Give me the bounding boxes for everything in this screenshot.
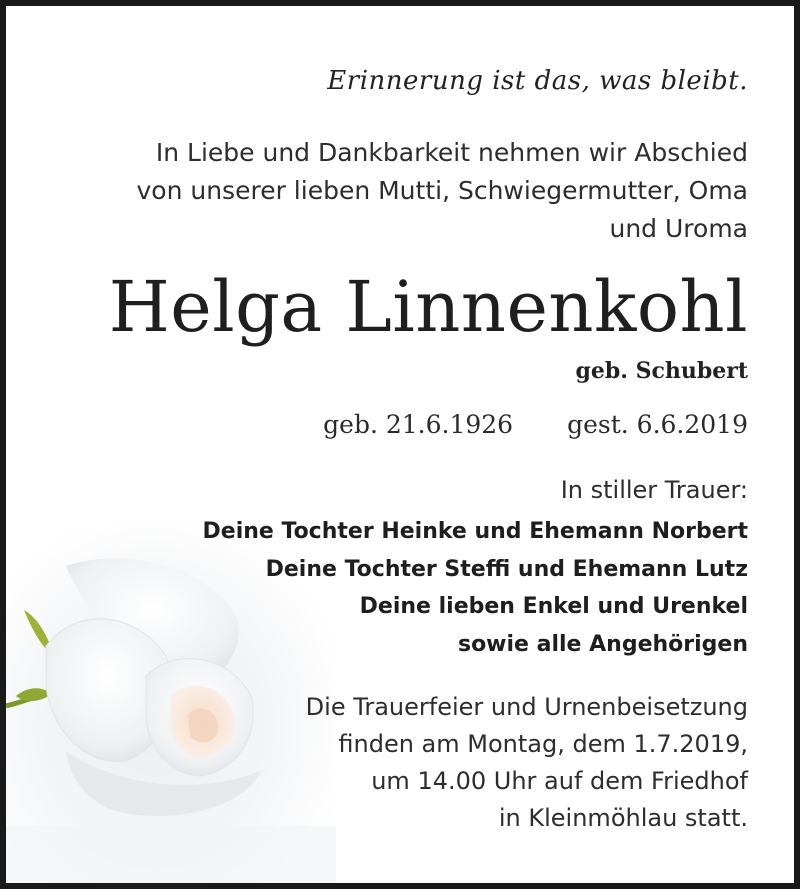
life-dates xyxy=(323,410,748,439)
death-date: gest. 6.6.2019 xyxy=(567,410,748,439)
birth-date: geb. 21.6.1926 xyxy=(323,410,514,439)
ceremony-line: finden am Montag, dem 1.7.2019, xyxy=(338,730,748,758)
mourner: Deine lieben Enkel und Urenkel xyxy=(359,594,748,619)
ceremony-line: Die Trauerfeier und Urnenbeisetzung xyxy=(305,693,748,721)
deceased-name: Helga Linnenkohl xyxy=(108,266,748,348)
ceremony-details xyxy=(306,689,748,837)
mourners-list xyxy=(203,513,748,663)
mourner: sowie alle Angehörigen xyxy=(457,631,748,657)
birth-name: geb. Schubert xyxy=(575,358,748,384)
motto: Erinnerung ist das, was bleibt. xyxy=(327,66,748,96)
mourner: Deine Tochter Steffi und Ehemann Lutz xyxy=(265,556,748,582)
intro-line: In Liebe und Dankbarkeit nehmen wir Abschied xyxy=(155,138,748,167)
ceremony-line: um 14.00 Uhr auf dem Friedhof xyxy=(371,767,748,795)
mourner: Deine Tochter Heinke und Ehemann Norbert xyxy=(202,519,748,544)
mourning-label: In stiller Trauer: xyxy=(560,476,748,504)
ceremony-line: in Kleinmöhlau statt. xyxy=(498,804,748,832)
intro-line: von unserer lieben Mutti, Schwiegermutter, Oma xyxy=(136,176,748,205)
intro-line: und Uroma xyxy=(609,214,748,243)
intro-text xyxy=(136,134,748,248)
